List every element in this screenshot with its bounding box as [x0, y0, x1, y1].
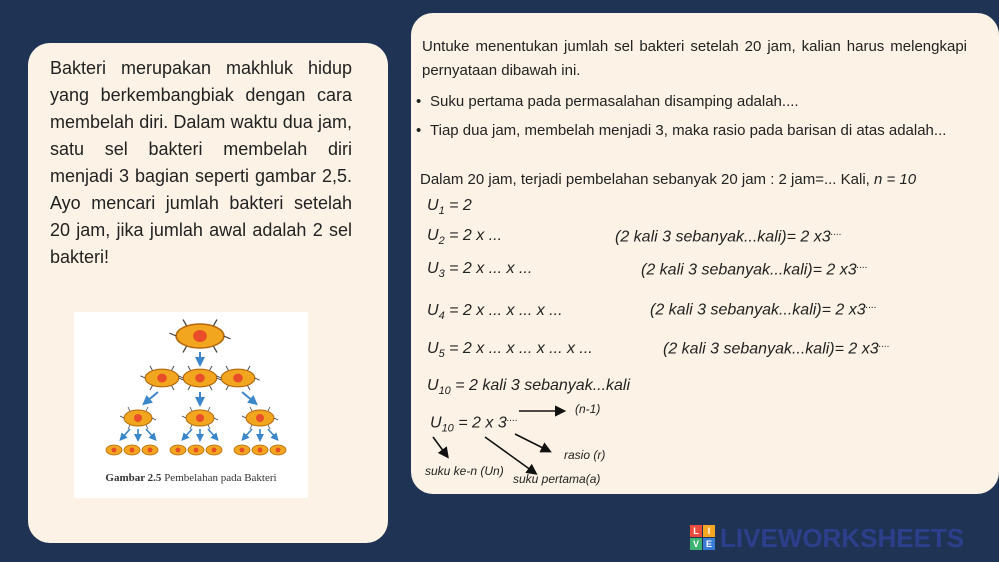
term-symbol: U	[427, 340, 439, 357]
label-ratio: rasio (r)	[564, 448, 606, 462]
bullet-first-term-text: Suku pertama pada permasalahan disamping adalah....	[430, 93, 799, 110]
worksheet-card	[411, 13, 999, 494]
term-symbol: U	[427, 227, 439, 244]
figure-caption-text: Pembelahan pada Bakteri	[161, 472, 277, 484]
bacteria-division-figure	[74, 312, 308, 498]
term-symbol: U	[427, 377, 439, 394]
figure-caption	[74, 472, 308, 484]
division-count-text: Dalam 20 jam, terjadi pembelahan sebanyak 20 jam : 2 jam=... Kali,	[420, 171, 870, 188]
general-expression: = 2 x 3	[458, 414, 507, 432]
term-symbol: U	[427, 197, 439, 214]
arrow-to-ratio	[515, 434, 549, 451]
term-expression: = 2 kali 3 sebanyak...kali	[455, 377, 631, 394]
logo-wordmark: LIVEWORKSHEETS	[720, 523, 965, 553]
bacteria-division-diagram	[74, 312, 308, 472]
term-index: 10	[438, 385, 451, 398]
term-symbol: U	[430, 414, 442, 432]
exponent-blank: ....	[830, 227, 842, 238]
term-index: 3	[438, 268, 445, 281]
label-first-term: suku pertama(a)	[513, 472, 601, 486]
bullet-dot-icon: •	[416, 93, 422, 110]
term-expression: = 2 x ... x ... x ... x ...	[449, 340, 593, 357]
exponent-blank: ....	[856, 260, 868, 271]
term-note: (2 kali 3 sebanyak...kali)= 2 x3	[615, 228, 831, 246]
problem-card	[28, 43, 388, 543]
logo-letter: V	[690, 538, 702, 550]
figure-caption-label: Gambar 2.5	[105, 472, 162, 484]
term-index: 10	[441, 422, 454, 435]
term-symbol: U	[427, 302, 439, 319]
term-index: 2	[438, 235, 445, 248]
bullet-ratio-text: Tiap dua jam, membelah menjadi 3, maka rasio pada barisan di atas adalah...	[430, 122, 947, 139]
instruction-text: Untuke menentukan jumlah sel bakteri setelah 20 jam, kalian harus melengkapi pernyataan dibawah ini.	[422, 38, 967, 79]
term-note: (2 kali 3 sebanyak...kali)= 2 x3	[663, 340, 879, 358]
term-symbol: U	[427, 260, 439, 277]
logo-grid-icon	[690, 525, 716, 551]
term-note: (2 kali 3 sebanyak...kali)= 2 x3	[650, 301, 866, 319]
annotation-arrows	[411, 13, 999, 494]
exponent-blank: ....	[506, 413, 518, 424]
term-index: 1	[438, 205, 445, 218]
n-value: n = 10	[874, 171, 917, 188]
bullet-dot-icon: •	[416, 122, 422, 139]
logo-letter: I	[703, 525, 715, 537]
term-note: (2 kali 3 sebanyak...kali)= 2 x3	[641, 261, 857, 279]
label-nth-term: suku ke-n (Un)	[425, 464, 504, 478]
label-n-minus-1: (n-1)	[575, 402, 601, 416]
problem-statement: Bakteri merupakan makhluk hidup yang berkembangbiak dengan cara membelah diri. Dalam waktu dua jam, satu sel bakteri membelah diri menjadi 3 bagian seperti gambar 2,5. Ayo mencari jumlah bakteri setelah 20 jam, jika jumlah awal adalah 2 sel bakteri!	[50, 58, 352, 267]
logo-letter: E	[703, 538, 715, 550]
term-expression: = 2 x ... x ... x ...	[449, 302, 563, 319]
exponent-blank: ....	[878, 339, 890, 350]
term-expression: = 2 x ...	[449, 227, 503, 244]
term-index: 4	[438, 310, 445, 323]
term-expression: = 2 x ... x ...	[449, 260, 533, 277]
term-index: 5	[438, 348, 445, 361]
arrow-to-nth-term	[433, 437, 447, 456]
exponent-blank: ....	[865, 300, 877, 311]
logo-letter: L	[690, 525, 702, 537]
term-expression: = 2	[449, 197, 472, 214]
